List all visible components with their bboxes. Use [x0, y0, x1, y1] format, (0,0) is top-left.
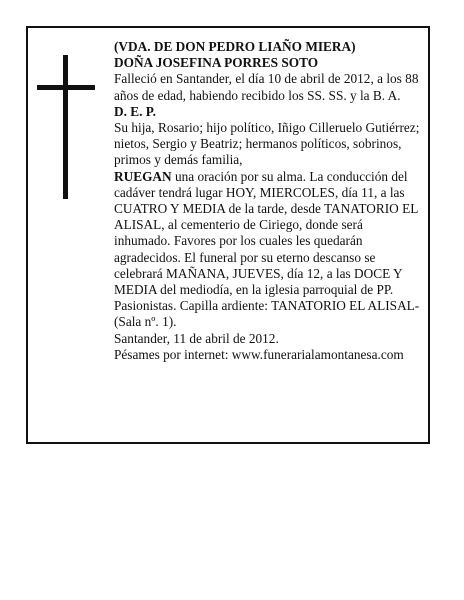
deceased-name: DOÑA JOSEFINA PORRES SOTO: [114, 55, 319, 71]
family-list: Su hija, Rosario; hijo político, Iñigo Cilleruelo Gutiérrez; nietos, Sergio y Beatriz; hermanos políticos, sobrinos, primos y demás familia,: [114, 120, 420, 168]
widow-of-line: (VDA. DE DON PEDRO LIAÑO MIERA): [114, 39, 356, 54]
ruegan-word: RUEGAN: [114, 168, 172, 184]
death-info: Falleció en Santander, el día 10 de abril de 2012, a los 88 años de edad, habiendo recibido los SS. SS. y la B. A.: [114, 71, 419, 103]
dep-line: D. E. P.: [114, 103, 156, 119]
ruegan-paragraph: [114, 169, 420, 331]
obituary-text: [114, 39, 420, 363]
condolences-line: Pésames por internet: www.funerarialamontanesa.com: [114, 346, 404, 362]
cross-icon: [63, 55, 68, 199]
cross-icon-bar: [37, 85, 95, 90]
ruegan-text: una oración por su alma. La conducción del cadáver tendrá lugar HOY, MIERCOLES, día 11, a las CUATRO Y MEDIA de la tarde, desde TANATORIO EL ALISAL, al cementerio de Ciriego, donde será inhumado. Favores por los cuales les quedarán agradecidos. El funeral por su eterno descanso se celebrará MAÑANA, JUEVES, día 12, a las DOCE Y MEDIA del mediodía, en la iglesia parroquial de PP. Pasionistas. Capilla ardiente: TANATORIO EL ALISAL-(Sala nº. 1).: [114, 168, 420, 330]
place-date: Santander, 11 de abril de 2012.: [114, 330, 279, 346]
